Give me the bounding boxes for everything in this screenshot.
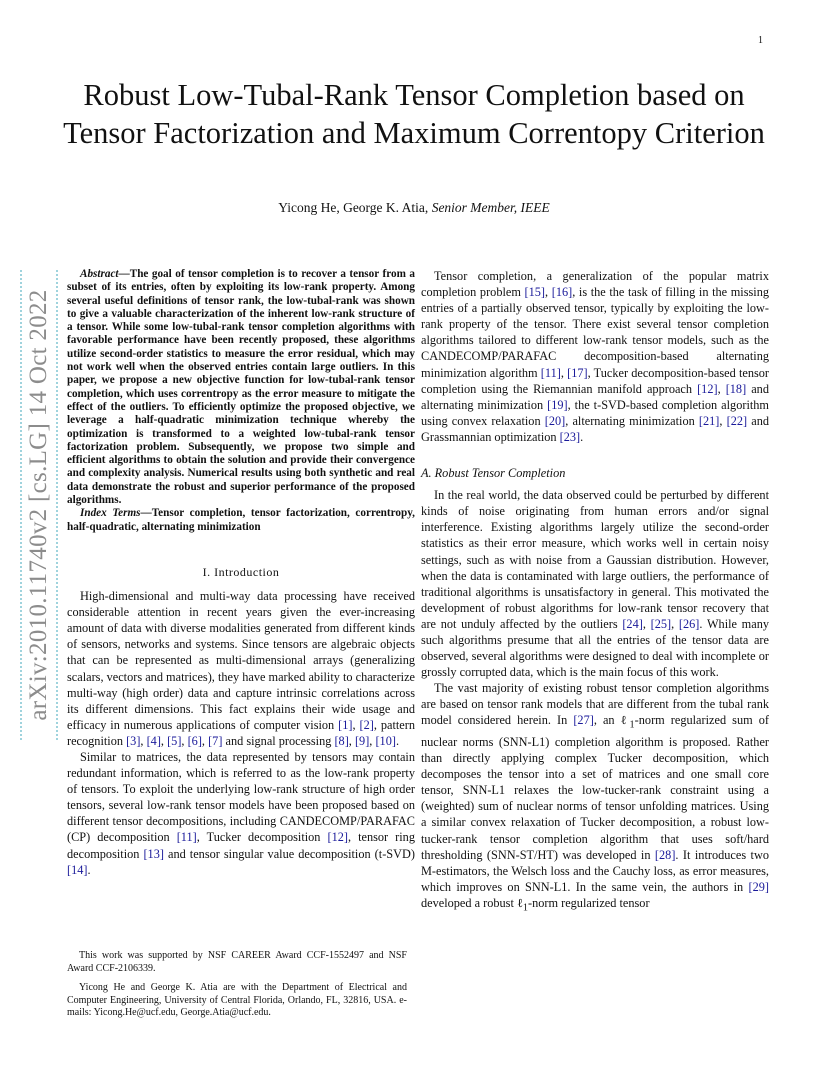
paper-title: Robust Low-Tubal-Rank Tensor Completion based on Tensor Factorization and Maximum Correntopy Criterion xyxy=(63,78,765,150)
abstract: Abstract—The goal of tensor completion is to recover a tensor from a subset of its entries, often by exploiting its low-rank property. Among several useful definitions of tensor rank, the low-tubal-rank was shown to give a valuable characterization of the inherent low-rank structure of a tensor. While some low-tubal-rank tensor completion algorithms with favorable performance have been recently proposed, these algorithms utilize second-order statistics to measure the error residual, which may not work well when the observed entries contain large outliers. In this paper, we propose a new objective function for low-tubal-rank tensor completion, which uses correntropy as the error measure to mitigate the effect of the outliers. To efficiently optimize the proposed objective, we leverage a half-quadratic minimization technique whereby the optimization is transformed to a weighted low-tubal-rank tensor factorization problem. Subsequently, we propose two simple and efficient algorithms to obtain the solution and provide their convergence and complexity analysis. Numerical results using both synthetic and real data demonstrate the robust and superior performance of the proposed algorithms. xyxy=(67,268,415,507)
citation-link[interactable]: [22] xyxy=(726,413,748,428)
page-number: 1 xyxy=(758,35,763,46)
citation-link[interactable]: [9] xyxy=(354,733,370,748)
citation-link[interactable]: [17] xyxy=(567,365,588,380)
citation-link[interactable]: [10] xyxy=(375,733,396,748)
left-column xyxy=(67,268,415,878)
citation-link[interactable]: [8] xyxy=(334,733,349,748)
citation-link[interactable]: [18] xyxy=(725,381,747,396)
citation-link[interactable]: [25] xyxy=(650,616,672,631)
citation-link[interactable]: [12] xyxy=(697,381,718,396)
robust-paragraph-1: In the real world, the data observed could be perturbed by different kinds of noise originating from human errors and/or signal interference. Existing algorithms largely utilize the second-order statistics as their error measure, which works well in certain noisy settings, such as with noise from a Gaussian distribution. However, when the data is contaminated with large outliers, the performance of traditional algorithms is unsatisfactory in general. This motivated the development of robust algorithms for low-rank tensor recovery that are not unduly affected by the outliers [24], [25], [26]. While many such algorithms presume that all the entries of the tensor data are observed, several algorithms were designed to deal with incomplete or grossly corrupted data, which is the main focus of this work. xyxy=(421,488,769,680)
citation-link[interactable]: [7] xyxy=(208,733,223,748)
citation-link[interactable]: [12] xyxy=(327,830,348,845)
section-heading-introduction: I. Introduction xyxy=(202,564,280,579)
intro-paragraph-1: High-dimensional and multi-way data processing have received considerable attention in recent years given the ever-increasing amount of data with diverse modalities generated from different kinds of sensors, networks and systems. Since tensors are algebraic objects that can be represented as multi-dimensional arrays (generalizing scalars, vectors and matrices), they have marked ability to characterize multi-way (high order) data and capture intrinsic correlations across its different dimensions. This fact explains their wide usage and efficacy in numerous applications of computer vision [1], [2], pattern recognition [3], [4], [5], [6], [7] and signal processing [8], [9], [10]. xyxy=(67,589,415,748)
affiliation-footnote: Yicong He and George K. Atia are with the Department of Electrical and Computer Engineering, University of Central Florida, Orlando, FL, 32816, USA. e-mails: Yicong.He@ucf.edu, George.Atia@ucf.edu. xyxy=(67,982,407,1018)
abstract-label: Abstract xyxy=(80,268,119,280)
footnotes xyxy=(67,950,407,1020)
citation-link[interactable]: [6] xyxy=(187,733,202,748)
citation-link[interactable]: [3] xyxy=(126,733,141,748)
author-names: Yicong He, George K. Atia, xyxy=(278,200,432,215)
citation-link[interactable]: [11] xyxy=(540,365,561,380)
citation-link[interactable]: [27] xyxy=(573,713,594,728)
intro-paragraph-2: Similar to matrices, the data represented by tensors may contain redundant information, which is referred to as the low-rank property of tensors. To exploit the underlying low-rank structure of high order tensors, several low-rank tensor models have been proposed based on different tensor decompositions, including CANDECOMP/PARAFAC (CP) decomposition [11], Tucker decomposition [12], tensor ring decomposition [13] and tensor singular value decomposition (t-SVD) [14]. xyxy=(67,749,415,877)
citation-link[interactable]: [28] xyxy=(654,847,676,862)
robust-paragraph-2: The vast majority of existing robust tensor completion algorithms are based on tensor rank models that are different from the tubal rank model considered herein. In [27], an ℓ$_1$-norm regularized sum of nuclear norms (SNN-L1) completion algorithm is proposed. Rather than directly applying complex Tucker decomposition, which decomposes the tensor into a set of matrices and one small core tensor, SNN-L1 relaxes the low-tucker-rank constraint using a (weighted) sum of nuclear norms of tensor unfolding matrices. Using a similar convex relaxation of Tucker decomposition, a robust low-tucker-rank tensor completion algorithm that uses soft/hard thresholding (SNN-ST/HT) was developed in [28]. It introduces two M-estimators, the Welsch loss and the Cauchy loss, as error measures, which improves on SNN-L1. In the same vein, the authors in [29] developed a robust ℓ$_1$-norm regularized tensor xyxy=(421,681,769,914)
citation-link[interactable]: [13] xyxy=(143,846,164,861)
citation-link[interactable]: [14] xyxy=(67,862,88,877)
arxiv-identifier-stamp[interactable]: arXiv:2010.11740v2 [cs.LG] 14 Oct 2022 xyxy=(20,270,58,740)
author-role: Senior Member, IEEE xyxy=(431,200,550,215)
funding-footnote: This work was supported by NSF CAREER Award CCF-1552497 and NSF Award CCF-2106339. xyxy=(67,950,407,974)
intro-paragraph-3: Tensor completion, a generalization of the popular matrix completion problem [15], [16], is the the task of filling in the missing entries of a partially observed tensor, typically by exploiting the low-rank property of the tensor. There exist several tensor completion algorithms tailored to different low-rank tensor models, such as the CANDECOMP/PARAFAC decomposition-based alternating minimization algorithm [11], [17], Tucker decomposition-based tensor completion using the Riemannian manifold approach [12], [18] and alternating minimization [19], the t-SVD-based completion algorithm using convex relaxation [20], alternating minimization [21], [22] and Grassmannian optimization [23]. xyxy=(421,269,769,444)
subsection-heading-robust-tensor-completion: A. Robust Tensor Completion xyxy=(421,466,566,481)
abstract-text: The goal of tensor completion is to recover a tensor from a subset of its entries, often by exploiting its low-rank property. Among several useful definitions of tensor rank, the low-tubal-rank was shown to give a valuable characterization of the inherent low-rank structure of a tensor. While some low-tubal-rank tensor completion algorithms with favorable performance have been recently proposed, these algorithms utilize second-order statistics to measure the error residual, which may not work well when the observed entries contain large outliers. In this paper, we propose a new objective function for low-tubal-rank tensor completion, which uses correntropy as the error measure to mitigate the effect of the outliers. To efficiently optimize the proposed objective, we leverage a half-quadratic minimization technique whereby the optimization is transformed to a weighted low-tubal-rank tensor factorization problem. Subsequently, we propose two simple and efficient algorithms to obtain the solution and provide their convergence and complexity analysis. Numerical results using both synthetic and real data demonstrate the robust and superior performance of the proposed algorithms. xyxy=(67,268,415,507)
index-terms: Index Terms—Tensor completion, tensor factorization, correntropy, half-quadratic, alternating minimization xyxy=(67,507,415,533)
citation-link[interactable]: [24] xyxy=(622,616,643,631)
author-line xyxy=(0,200,828,216)
index-terms-label: Index Terms xyxy=(80,507,141,520)
citation-link[interactable]: [5] xyxy=(167,733,182,748)
citation-link[interactable]: [11] xyxy=(176,830,197,845)
citation-link[interactable]: [29] xyxy=(748,879,769,894)
citation-link[interactable]: [23] xyxy=(559,429,581,444)
citation-link[interactable]: [15] xyxy=(524,285,546,300)
right-column xyxy=(421,268,769,916)
citation-link[interactable]: [16] xyxy=(551,285,573,300)
citation-link[interactable]: [19] xyxy=(547,397,568,412)
citation-link[interactable]: [20] xyxy=(544,413,566,428)
citation-link[interactable]: [4] xyxy=(146,733,161,748)
index-terms-text: Tensor completion, tensor factorization, correntropy, half-quadratic, alternating minimization xyxy=(67,507,415,533)
citation-link[interactable]: [26] xyxy=(678,616,700,631)
citation-link[interactable]: [21] xyxy=(698,413,720,428)
citation-link[interactable]: [1] xyxy=(338,717,353,732)
citation-link[interactable]: [2] xyxy=(359,717,374,732)
